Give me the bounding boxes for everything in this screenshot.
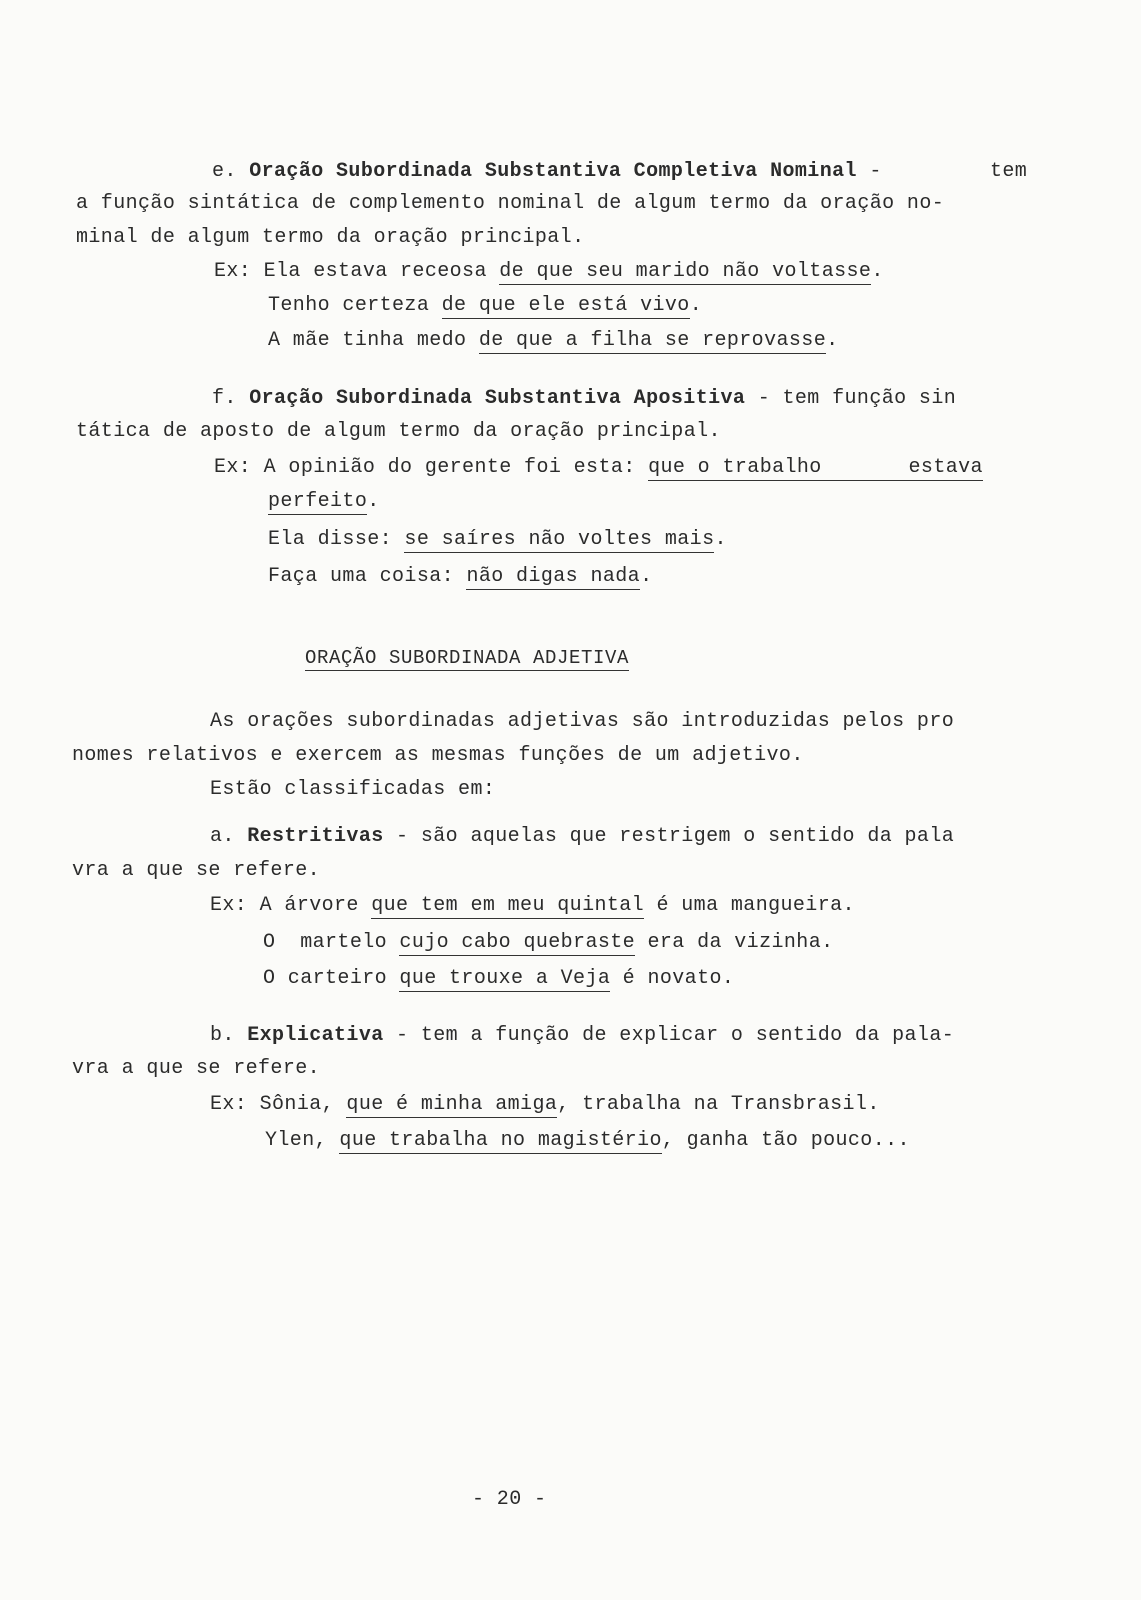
section-heading: [305, 646, 629, 670]
underlined-clause: de que ele está vivo: [441, 294, 690, 317]
example-line: [210, 894, 855, 918]
example-line: [214, 456, 983, 480]
item-label: a.: [210, 825, 235, 848]
underlined-clause: se saíres não voltes mais: [404, 528, 715, 551]
example-text: .: [871, 260, 884, 283]
paragraph-line: vra a que se refere.: [72, 1057, 321, 1080]
example-text: Faça uma coisa:: [268, 565, 467, 588]
example-text: Tenho certeza: [268, 294, 442, 317]
dash: -: [869, 160, 882, 183]
paragraph-line: tática de aposto de algum termo da oração principal.: [76, 420, 721, 443]
example-text: Ex: A árvore: [210, 894, 372, 917]
example-line: [214, 260, 884, 284]
example-line: [210, 1093, 880, 1117]
paragraph-line: minal de algum termo da oração principal.: [76, 226, 585, 249]
example-text: , ganha tão pouco...: [661, 1129, 910, 1152]
section-title: Oração Subordinada Substantiva Completiva Nominal: [249, 160, 857, 183]
section-f-title-line: [212, 387, 956, 411]
example-text: .: [689, 294, 703, 317]
paragraph-text: - são aquelas que restrigem o sentido da pala: [383, 825, 955, 848]
underlined-clause: que o trabalho estava: [648, 456, 983, 479]
example-line: [268, 294, 702, 318]
example-text: Ex: Ela estava receosa: [214, 260, 500, 283]
example-text: .: [826, 329, 839, 352]
example-line: [268, 329, 839, 353]
section-title: Oração Subordinada Substantiva Apositiva: [249, 387, 746, 410]
section-e-tail: tem: [990, 160, 1028, 183]
example-line: [263, 967, 734, 991]
example-text: O carteiro: [263, 967, 400, 990]
underlined-clause: que trabalha no magistério: [339, 1129, 662, 1152]
item-label: e.: [212, 160, 237, 183]
example-text: Ex: A opinião do gerente foi esta:: [214, 456, 649, 479]
example-text: Ela disse:: [268, 528, 405, 551]
example-line: [263, 931, 834, 955]
example-text: era da vizinha.: [635, 931, 834, 954]
section-b-title-line: [210, 1024, 954, 1048]
underlined-clause: não digas nada: [466, 565, 641, 588]
item-label: b.: [210, 1024, 235, 1047]
example-text: é novato.: [610, 967, 735, 990]
underlined-clause: que trouxe a Veja: [399, 967, 611, 990]
example-line: [268, 565, 652, 589]
paragraph-line: a função sintática de complemento nominal de algum termo da oração no-: [76, 192, 945, 215]
example-text: , trabalha na Transbrasil.: [557, 1093, 880, 1116]
paragraph-line: nomes relativos e exercem as mesmas funções de um adjetivo.: [72, 744, 804, 767]
paragraph-line: vra a que se refere.: [72, 859, 321, 882]
section-a-title-line: [210, 825, 954, 849]
section-e-title-line: [212, 160, 882, 184]
section-title: Restritivas: [247, 825, 384, 848]
example-text: Ex: Sônia,: [210, 1093, 347, 1116]
heading-text: ORAÇÃO SUBORDINADA ADJETIVA: [305, 647, 630, 669]
paragraph-line: As orações subordinadas adjetivas são introduzidas pelos pro: [210, 710, 955, 733]
example-text: A mãe tinha medo: [268, 329, 479, 352]
paragraph-text: - tem função sin: [745, 387, 957, 410]
underlined-clause: perfeito: [268, 490, 368, 513]
example-line: [268, 490, 380, 514]
example-text: .: [714, 528, 727, 551]
example-line: [268, 528, 727, 552]
example-text: .: [367, 490, 380, 513]
example-text: O martelo: [263, 931, 400, 954]
paragraph-line: Estão classificadas em:: [210, 778, 496, 801]
underlined-clause: cujo cabo quebraste: [399, 931, 636, 954]
underlined-clause: de que a filha se reprovasse: [478, 329, 827, 352]
example-text: é uma mangueira.: [644, 894, 855, 917]
page-number: - 20 -: [472, 1488, 547, 1511]
underlined-clause: de que seu marido não voltasse: [499, 260, 872, 283]
section-title: Explicativa: [247, 1024, 384, 1047]
item-label: f.: [212, 387, 237, 410]
underlined-clause: que é minha amiga: [346, 1093, 558, 1116]
paragraph-text: - tem a função de explicar o sentido da pala-: [383, 1024, 955, 1047]
example-text: .: [640, 565, 653, 588]
underlined-clause: que tem em meu quintal: [371, 894, 645, 917]
example-text: Ylen,: [265, 1129, 340, 1152]
example-line: [265, 1129, 910, 1153]
